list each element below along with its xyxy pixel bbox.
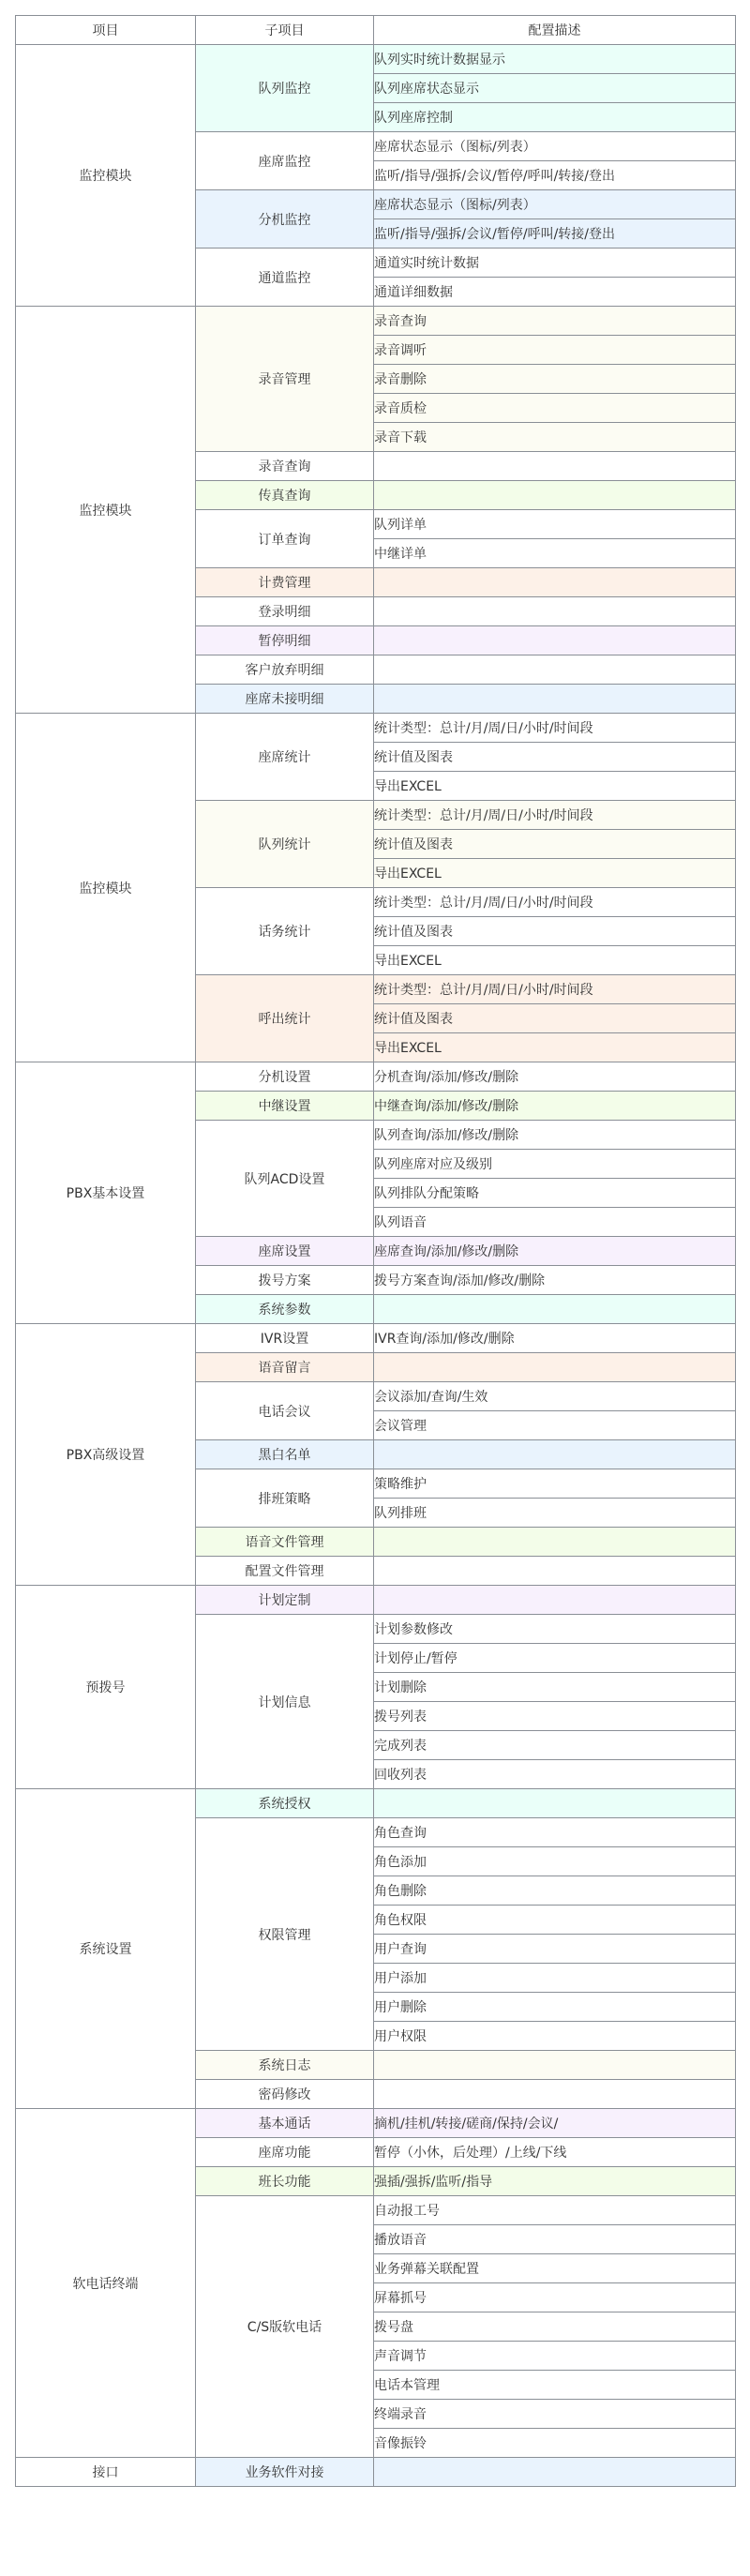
description-cell: 角色删除 [374, 1876, 736, 1906]
table-row [16, 307, 736, 336]
description-cell: 导出EXCEL [374, 859, 736, 888]
header-item: 项目 [16, 16, 196, 45]
description-cell: 统计值及图表 [374, 830, 736, 859]
description-cell: 拨号盘 [374, 2312, 736, 2342]
description-cell: 声音调节 [374, 2342, 736, 2371]
subitem-name-cell: 系统参数 [196, 1295, 374, 1324]
subitem-name-cell: 分机设置 [196, 1062, 374, 1092]
table-row [16, 1789, 736, 1818]
subitem-name-cell: 录音管理 [196, 307, 374, 452]
table-row [16, 1062, 736, 1092]
description-cell: 座席查询/添加/修改/删除 [374, 1237, 736, 1266]
description-cell: 用户权限 [374, 2022, 736, 2051]
description-cell: 导出EXCEL [374, 1033, 736, 1062]
subitem-name-cell: C/S版软电话 [196, 2196, 374, 2458]
description-cell: 音像振铃 [374, 2429, 736, 2458]
subitem-name-cell: 订单查询 [196, 510, 374, 568]
section-name-cell: 监控模块 [16, 307, 196, 714]
description-cell: 导出EXCEL [374, 946, 736, 975]
description-cell: 统计类型：总计/月/周/日/小时/时间段 [374, 801, 736, 830]
description-cell: 用户查询 [374, 1935, 736, 1964]
header-row [16, 16, 736, 45]
table-row [16, 1586, 736, 1615]
description-cell: 计划参数修改 [374, 1615, 736, 1644]
description-cell [374, 1789, 736, 1818]
subitem-name-cell: 权限管理 [196, 1818, 374, 2051]
description-cell: 录音查询 [374, 307, 736, 336]
description-cell: 角色权限 [374, 1906, 736, 1935]
table-row [16, 714, 736, 743]
subitem-name-cell: IVR设置 [196, 1324, 374, 1353]
description-cell: 队列排班 [374, 1499, 736, 1528]
description-cell: 电话本管理 [374, 2371, 736, 2400]
description-cell: 计划停止/暂停 [374, 1644, 736, 1673]
description-cell [374, 2458, 736, 2487]
subitem-name-cell: 黑白名单 [196, 1440, 374, 1469]
subitem-name-cell: 座席设置 [196, 1237, 374, 1266]
section-name-cell: 监控模块 [16, 714, 196, 1062]
subitem-name-cell: 系统日志 [196, 2051, 374, 2080]
description-cell: 拨号列表 [374, 1702, 736, 1731]
subitem-name-cell: 计划信息 [196, 1615, 374, 1789]
subitem-name-cell: 录音查询 [196, 452, 374, 481]
description-cell [374, 452, 736, 481]
subitem-name-cell: 业务软件对接 [196, 2458, 374, 2487]
table-row [16, 2109, 736, 2138]
description-cell: 业务弹幕关联配置 [374, 2254, 736, 2283]
subitem-name-cell: 队列ACD设置 [196, 1121, 374, 1237]
subitem-name-cell: 基本通话 [196, 2109, 374, 2138]
description-cell: 队列排队分配策略 [374, 1179, 736, 1208]
description-cell: 回收列表 [374, 1760, 736, 1789]
description-cell [374, 1440, 736, 1469]
section-name-cell: 软电话终端 [16, 2109, 196, 2458]
description-cell [374, 1557, 736, 1586]
description-cell: IVR查询/添加/修改/删除 [374, 1324, 736, 1353]
description-cell [374, 685, 736, 714]
description-cell: 队列语音 [374, 1208, 736, 1237]
subitem-name-cell: 排班策略 [196, 1469, 374, 1528]
subitem-name-cell: 电话会议 [196, 1382, 374, 1440]
description-cell: 录音下载 [374, 423, 736, 452]
description-cell: 监听/指导/强拆/会议/暂停/呼叫/转接/登出 [374, 219, 736, 249]
section-name-cell: 监控模块 [16, 45, 196, 307]
description-cell: 屏幕抓号 [374, 2283, 736, 2312]
description-cell: 中继详单 [374, 539, 736, 568]
description-cell: 暂停（小休，后处理）/上线/下线 [374, 2138, 736, 2167]
description-cell: 座席状态显示（图标/列表） [374, 132, 736, 161]
description-cell: 统计值及图表 [374, 917, 736, 946]
description-cell: 拨号方案查询/添加/修改/删除 [374, 1266, 736, 1295]
subitem-name-cell: 计费管理 [196, 568, 374, 597]
subitem-name-cell: 座席未接明细 [196, 685, 374, 714]
subitem-name-cell: 座席监控 [196, 132, 374, 190]
subitem-name-cell: 暂停明细 [196, 626, 374, 655]
subitem-name-cell: 密码修改 [196, 2080, 374, 2109]
table-row [16, 45, 736, 74]
description-cell: 终端录音 [374, 2400, 736, 2429]
description-cell: 统计值及图表 [374, 1004, 736, 1033]
description-cell: 分机查询/添加/修改/删除 [374, 1062, 736, 1092]
description-cell: 队列详单 [374, 510, 736, 539]
description-cell: 用户添加 [374, 1964, 736, 1993]
subitem-name-cell: 系统授权 [196, 1789, 374, 1818]
subitem-name-cell: 分机监控 [196, 190, 374, 249]
feature-config-table [15, 15, 736, 2487]
description-cell [374, 1295, 736, 1324]
description-cell [374, 2080, 736, 2109]
header-subitem: 子项目 [196, 16, 374, 45]
description-cell: 完成列表 [374, 1731, 736, 1760]
description-cell [374, 568, 736, 597]
description-cell [374, 1586, 736, 1615]
subitem-name-cell: 传真查询 [196, 481, 374, 510]
section-name-cell: 系统设置 [16, 1789, 196, 2109]
description-cell [374, 481, 736, 510]
subitem-name-cell: 中继设置 [196, 1092, 374, 1121]
description-cell: 计划删除 [374, 1673, 736, 1702]
description-cell: 录音质检 [374, 394, 736, 423]
table-body [16, 45, 736, 2487]
description-cell: 自动报工号 [374, 2196, 736, 2225]
description-cell: 强插/强拆/监听/指导 [374, 2167, 736, 2196]
description-cell: 用户删除 [374, 1993, 736, 2022]
description-cell: 角色查询 [374, 1818, 736, 1847]
subitem-name-cell: 队列监控 [196, 45, 374, 132]
description-cell: 录音调听 [374, 336, 736, 365]
description-cell: 监听/指导/强拆/会议/暂停/呼叫/转接/登出 [374, 161, 736, 190]
section-name-cell: PBX高级设置 [16, 1324, 196, 1586]
description-cell: 播放语音 [374, 2225, 736, 2254]
description-cell: 中继查询/添加/修改/删除 [374, 1092, 736, 1121]
subitem-name-cell: 配置文件管理 [196, 1557, 374, 1586]
description-cell: 队列座席状态显示 [374, 74, 736, 103]
subitem-name-cell: 话务统计 [196, 888, 374, 975]
description-cell: 导出EXCEL [374, 772, 736, 801]
section-name-cell: 接口 [16, 2458, 196, 2487]
description-cell: 统计类型：总计/月/周/日/小时/时间段 [374, 975, 736, 1004]
subitem-name-cell: 拨号方案 [196, 1266, 374, 1295]
description-cell [374, 1353, 736, 1382]
description-cell: 会议添加/查询/生效 [374, 1382, 736, 1411]
subitem-name-cell: 呼出统计 [196, 975, 374, 1062]
subitem-name-cell: 座席统计 [196, 714, 374, 801]
description-cell: 通道详细数据 [374, 278, 736, 307]
subitem-name-cell: 语音留言 [196, 1353, 374, 1382]
description-cell: 通道实时统计数据 [374, 249, 736, 278]
description-cell: 角色添加 [374, 1847, 736, 1876]
description-cell: 统计类型：总计/月/周/日/小时/时间段 [374, 714, 736, 743]
description-cell: 统计值及图表 [374, 743, 736, 772]
description-cell: 策略维护 [374, 1469, 736, 1499]
section-name-cell: PBX基本设置 [16, 1062, 196, 1324]
subitem-name-cell: 计划定制 [196, 1586, 374, 1615]
description-cell: 队列座席对应及级别 [374, 1150, 736, 1179]
description-cell [374, 597, 736, 626]
description-cell: 座席状态显示（图标/列表） [374, 190, 736, 219]
subitem-name-cell: 队列统计 [196, 801, 374, 888]
subitem-name-cell: 通道监控 [196, 249, 374, 307]
subitem-name-cell: 班长功能 [196, 2167, 374, 2196]
subitem-name-cell: 语音文件管理 [196, 1528, 374, 1557]
description-cell [374, 626, 736, 655]
description-cell [374, 655, 736, 685]
description-cell: 队列实时统计数据显示 [374, 45, 736, 74]
description-cell [374, 2051, 736, 2080]
description-cell: 队列座席控制 [374, 103, 736, 132]
table-row [16, 1324, 736, 1353]
description-cell: 队列查询/添加/修改/删除 [374, 1121, 736, 1150]
header-description: 配置描述 [374, 16, 736, 45]
section-name-cell: 预拨号 [16, 1586, 196, 1789]
description-cell: 会议管理 [374, 1411, 736, 1440]
description-cell: 录音删除 [374, 365, 736, 394]
description-cell [374, 1528, 736, 1557]
table-row [16, 2458, 736, 2487]
description-cell: 摘机/挂机/转接/磋商/保持/会议/ [374, 2109, 736, 2138]
description-cell: 统计类型：总计/月/周/日/小时/时间段 [374, 888, 736, 917]
subitem-name-cell: 登录明细 [196, 597, 374, 626]
subitem-name-cell: 座席功能 [196, 2138, 374, 2167]
subitem-name-cell: 客户放弃明细 [196, 655, 374, 685]
